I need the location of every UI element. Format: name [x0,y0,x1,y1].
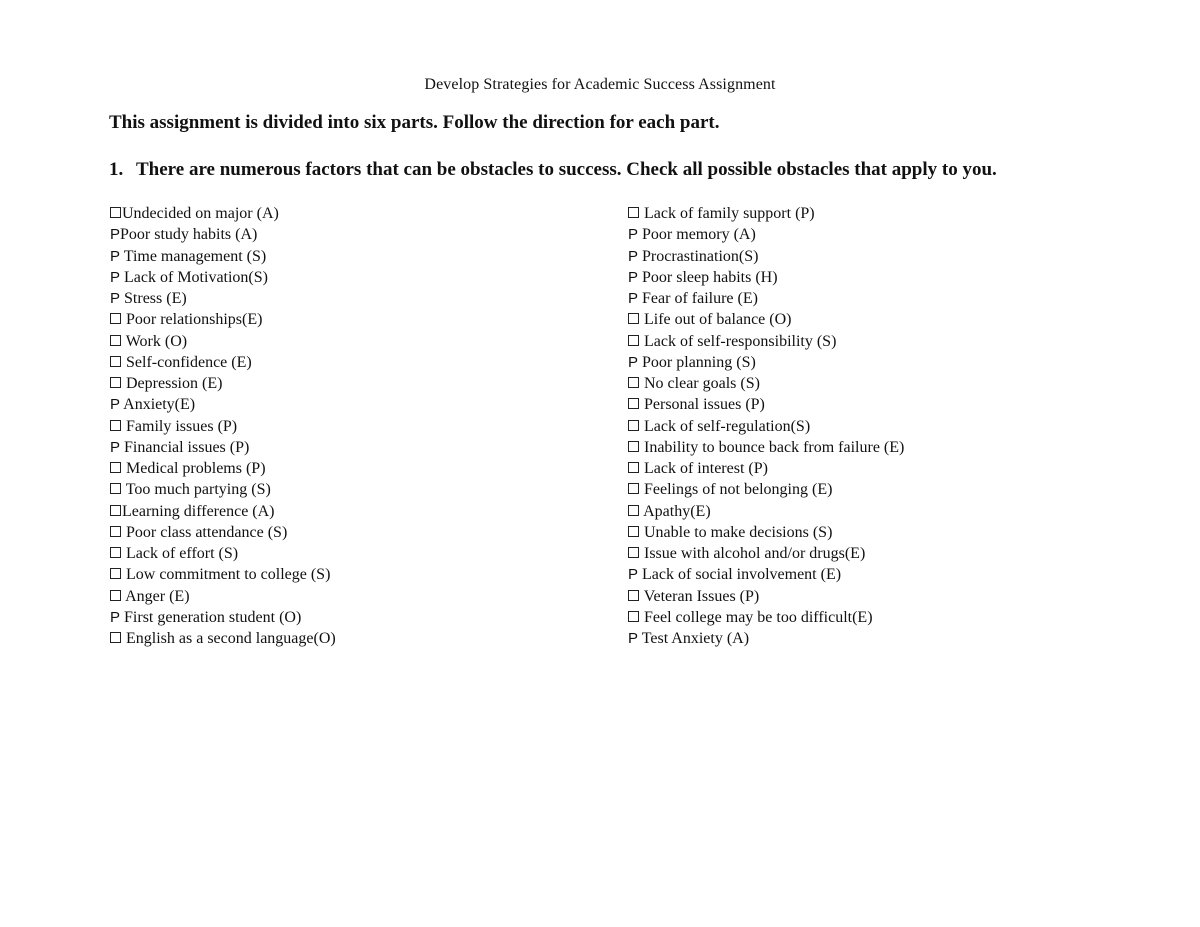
checked-mark[interactable]: P [628,226,639,244]
obstacle-label: First generation student (O) [120,608,302,626]
checkbox-icon[interactable] [110,568,121,579]
obstacle-label: Medical problems (P) [122,460,266,477]
obstacle-label: Poor planning (S) [638,353,756,371]
obstacle-item [628,288,1148,309]
obstacle-label: Too much partying (S) [122,481,271,499]
question-1 [109,159,997,181]
assignment-intro: This assignment is divided into six parts. Follow the direction for each part. [109,112,720,133]
obstacle-item [628,373,1148,394]
obstacle-label: Depression (E) [122,375,223,392]
obstacle-item [110,352,590,373]
obstacle-label: Poor relationships(E) [122,311,263,329]
checkbox-icon[interactable] [628,335,639,346]
obstacle-item [628,458,1148,479]
obstacle-label: Stress (E) [120,290,187,307]
checked-mark[interactable]: P [110,268,121,286]
obstacle-item [110,267,590,288]
obstacle-item [628,628,1148,649]
checkbox-icon[interactable] [110,505,121,516]
checkbox-icon[interactable] [110,590,121,601]
obstacle-label: Learning difference (A) [122,502,275,520]
obstacle-label: Lack of effort (S) [122,545,239,562]
obstacle-label: Personal issues (P) [640,396,765,414]
obstacle-label: Unable to make decisions (S) [640,523,833,541]
document-title: Develop Strategies for Academic Success Assignment [424,76,776,93]
obstacle-label: Inability to bounce back from failure (E) [640,438,905,456]
checkbox-icon[interactable] [110,547,121,558]
obstacle-item [628,522,1148,543]
obstacle-item [110,543,590,564]
obstacle-label: Lack of Motivation(S) [120,268,268,286]
checkbox-icon[interactable] [628,483,639,494]
checkbox-icon[interactable] [110,335,121,346]
checkbox-icon[interactable] [110,526,121,537]
checked-mark[interactable]: P [110,396,121,414]
obstacle-item [628,607,1148,628]
obstacle-item [110,586,590,607]
obstacle-label: Poor class attendance (S) [122,523,288,541]
obstacle-label: Life out of balance (O) [640,311,792,329]
obstacle-item [628,437,1148,458]
checkbox-icon[interactable] [628,505,639,516]
obstacle-list-left [110,203,590,649]
checkbox-icon[interactable] [110,377,121,388]
obstacle-item [628,246,1148,267]
checked-mark[interactable]: P [110,290,121,307]
obstacle-item [110,607,590,628]
checkbox-icon[interactable] [628,398,639,409]
obstacle-label: Lack of self-responsibility (S) [640,332,837,350]
question-number: 1. [109,159,124,180]
obstacle-label: Apathy(E) [640,502,711,520]
obstacle-item [628,394,1148,415]
obstacle-item [628,543,1148,564]
question-text: There are numerous factors that can be obstacles to success. Check all possible obstacles that apply to you. [136,159,997,180]
checkbox-icon[interactable] [110,313,121,324]
checkbox-icon[interactable] [110,632,121,643]
obstacle-item [628,267,1148,288]
obstacle-label: Feelings of not belonging (E) [640,481,833,499]
obstacle-label: Feel college may be too difficult(E) [640,608,873,626]
obstacle-label: Poor sleep habits (H) [638,268,778,286]
checkbox-icon[interactable] [110,483,121,494]
checked-mark[interactable]: P [110,438,121,456]
obstacle-label: Procrastination(S) [638,247,759,265]
obstacle-label: Low commitment to college (S) [122,566,331,584]
obstacle-item [110,416,590,437]
obstacle-label: Anger (E) [122,587,190,605]
obstacle-label: Family issues (P) [122,417,238,435]
checkbox-icon[interactable] [110,462,121,473]
obstacle-item [110,246,590,267]
obstacle-label: Work (O) [122,332,188,350]
obstacle-item [628,479,1148,500]
obstacle-item [628,586,1148,607]
obstacle-item [628,331,1148,352]
obstacle-item [110,224,590,245]
obstacle-item [110,203,590,224]
obstacle-label: Lack of family support (P) [640,205,815,222]
checked-mark[interactable]: P [110,247,121,265]
obstacle-item [628,501,1148,522]
obstacle-label: Issue with alcohol and/or drugs(E) [640,545,866,562]
checked-mark[interactable]: P [110,226,121,244]
obstacle-item [628,309,1148,330]
obstacle-item [628,352,1148,373]
checkbox-icon[interactable] [628,547,639,558]
obstacle-label: No clear goals (S) [640,375,760,392]
checked-mark[interactable]: P [628,247,639,265]
obstacle-label: Financial issues (P) [120,438,250,456]
checked-mark[interactable]: P [110,608,121,626]
obstacle-item [110,373,590,394]
obstacle-label: Test Anxiety (A) [638,630,750,647]
obstacle-label: Lack of social involvement (E) [638,566,842,584]
obstacle-item [110,309,590,330]
obstacle-item [110,564,590,585]
obstacle-item [110,394,590,415]
obstacle-label: Veteran Issues (P) [640,587,760,605]
checked-mark[interactable]: P [628,268,639,286]
checkbox-icon[interactable] [628,526,639,537]
obstacle-label: English as a second language(O) [122,630,336,647]
obstacle-item [628,564,1148,585]
checkbox-icon[interactable] [628,590,639,601]
obstacle-item [628,203,1148,224]
obstacle-label: Fear of failure (E) [638,290,758,307]
checkbox-icon[interactable] [628,377,639,388]
obstacle-label: Lack of interest (P) [640,460,768,477]
obstacle-label: Time management (S) [120,247,267,265]
checkbox-icon[interactable] [628,207,639,218]
checkbox-icon[interactable] [628,441,639,452]
checkbox-icon[interactable] [110,420,121,431]
checkbox-icon[interactable] [628,313,639,324]
obstacle-label: Poor memory (A) [638,226,756,244]
obstacle-item [110,437,590,458]
obstacle-item [628,416,1148,437]
obstacle-item [110,331,590,352]
checked-mark[interactable]: P [628,566,639,584]
checked-mark[interactable]: P [628,290,639,307]
obstacle-label: Anxiety(E) [120,396,196,414]
checked-mark[interactable]: P [628,353,639,371]
obstacle-list-right [628,203,1148,649]
obstacle-label: Lack of self-regulation(S) [640,417,811,435]
checkbox-icon[interactable] [110,356,121,367]
checkbox-icon[interactable] [110,207,121,218]
obstacle-item [110,479,590,500]
obstacle-item [110,501,590,522]
obstacle-item [110,288,590,309]
checkbox-icon[interactable] [628,420,639,431]
obstacle-item [110,458,590,479]
obstacle-item [110,522,590,543]
obstacle-item [110,628,590,649]
obstacle-label: Self-confidence (E) [122,353,252,371]
checked-mark[interactable]: P [628,630,639,647]
obstacle-item [628,224,1148,245]
obstacle-label: Undecided on major (A) [122,205,279,222]
obstacle-label: Poor study habits (A) [120,226,258,244]
checkbox-icon[interactable] [628,462,639,473]
checkbox-icon[interactable] [628,611,639,622]
